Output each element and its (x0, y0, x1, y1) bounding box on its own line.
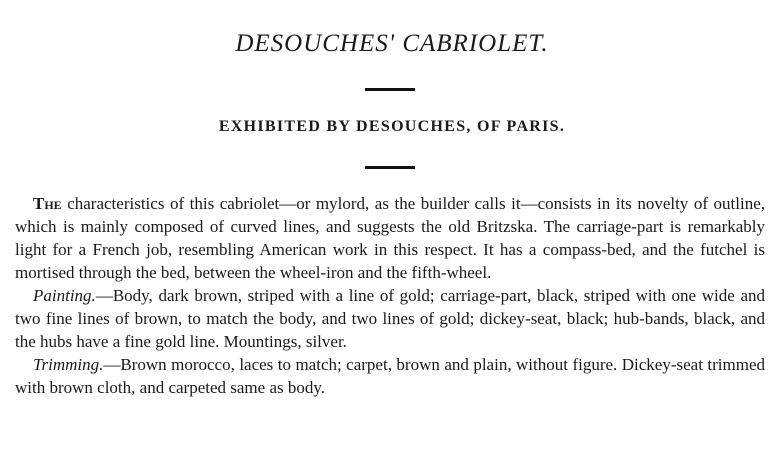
intro-paragraph (15, 192, 765, 284)
subtitle-divider (365, 166, 415, 169)
painting-heading: Painting. (33, 286, 96, 305)
article-title: DESOUCHES' CABRIOLET. (235, 30, 549, 57)
painting-paragraph (15, 284, 765, 353)
trimming-text: —Brown morocco, laces to match; carpet, brown and plain, without figure. Dickey-seat trimmed with brown cloth, and carpeted same as body. (15, 355, 765, 397)
intro-text: characteristics of this cabriolet—or mylord, as the builder calls it—consists in its novelty of outline, which is mainly composed of curved lines, and suggests the old Britzska. The carriage-part is remarkably light for a French job, resembling American work in this respect. It has a compass-bed, and the futchel is mortised through the bed, between the wheel-iron and the fifth-wheel. (15, 194, 765, 282)
trimming-heading: Trimming. (33, 355, 104, 374)
intro-lead-word: The (33, 194, 62, 213)
trimming-paragraph (15, 353, 765, 399)
painting-text: —Body, dark brown, striped with a line of gold; carriage-part, black, striped with one wide and two fine lines of brown, to match the body, and two lines of gold; dickey-seat, black; hub-bands, black, and the hubs have a fine gold line. Mountings, silver. (15, 286, 765, 351)
article-body (15, 192, 765, 399)
title-divider (365, 88, 415, 91)
article-subtitle: EXHIBITED BY DESOUCHES, OF PARIS. (218, 118, 566, 135)
